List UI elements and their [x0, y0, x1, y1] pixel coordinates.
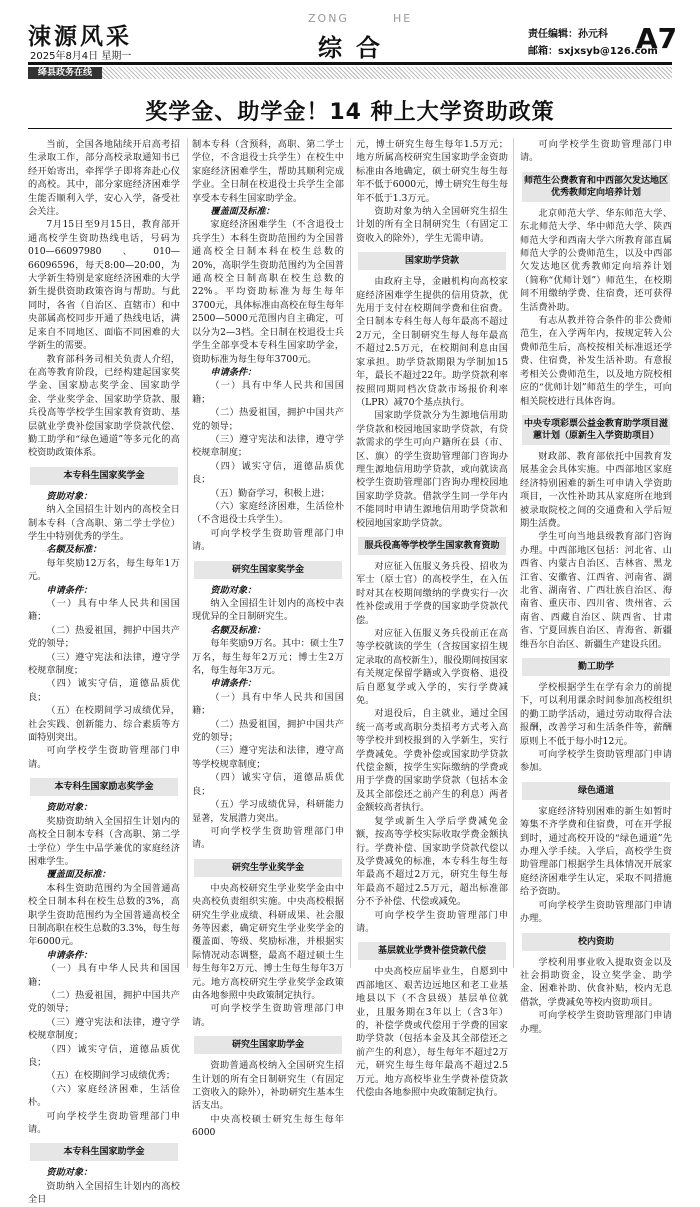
condition-item: （五）勤奋学习，积极上进； [210, 487, 330, 499]
section-bar [28, 67, 672, 79]
column-3 [356, 138, 509, 1098]
paragraph: 可向学校学生资助管理部门申请。 [356, 909, 508, 934]
section-title: 综合 [318, 33, 394, 62]
paragraph: 可向学校学生资助管理部门申请。 [192, 527, 344, 553]
condition-item: （四）诚实守信，道德品质优良； [28, 678, 180, 703]
paragraph: 学校根据学生在学有余力的前提下，可以利用课余时间参加高校组织的勤工助学活动，通过劳动取得合法报酬，改善学习和生活条件等，薪酬原则上不低于每小时12元。 [520, 682, 672, 747]
column-1 [28, 138, 180, 1206]
subhead-graduate-academic-scholarship: 研究生学业奖学金 [194, 859, 342, 877]
condition-item: （三）遵守宪法和法律，遵守高等学校规章制度； [192, 745, 344, 770]
subhead-lottery-welfare-fund: 中央专项彩票公益金教育助学项目滋蕙计划（原新生入学资助项目） [522, 415, 670, 445]
label: 资助对象： [46, 490, 93, 502]
condition-item: （三）遵守宪法和法律，遵守学校规章制度； [28, 651, 180, 677]
paragraph: 学生可向当地县级教育部门咨询办理。中西部地区包括：河北省、山西省、内蒙古自治区、吉林省、黑龙江省、安徽省、江西省、河南省、湖北省、湖南省、广西壮族自治区、海南省、重庆市、四川省、贵州省、云南省、西藏自治区、陕西省、甘肃省、宁夏回族自治区、青海省、新疆维吾尔自治区、新疆生产建设兵团。 [520, 531, 672, 650]
subhead-campus-aid: 校内资助 [522, 933, 670, 951]
paragraph: 元，博士研究生每生每年1.5万元；地方所属高校研究生国家助学金资助标准由各地确定，硕士研究生每生每年不低于6000元，博士研究生每生每年不低于1.3万元。 [356, 139, 509, 204]
paragraph: 复学或新生入学后学费减免金额，按高等学校实际收取学费金额执行。学费补偿、国家助学贷款代偿以及学费减免的标准，本专科生每生每年最高不超过2万元，研究生每生每年最高不超过2.5万元，超出标准部分不予补偿、代偿或减免。 [356, 815, 508, 908]
paragraph: 每年奖励12万名，每生每年1万元。 [28, 557, 180, 583]
paragraph: 本科生资助范围约为全国普通高校全日制本科在校生总数的3%，高职学生资助范围约为全国普通高校全日制高职在校生总数的3.3%，每生每年6000元。 [28, 882, 180, 948]
paragraph: 国家助学贷款分为生源地信用助学贷款和校园地国家助学贷款，有贷款需求的学生可向户籍所在县（市、区、旗）的学生资助管理部门咨询办理生源地信用助学贷款，或向就读高校学生资助管理部门咨询办理校园地国家助学贷款。借款学生同一学年内不能同时申请生源地信用助学贷款和校园地国家助学贷款。 [356, 410, 508, 529]
paragraph: 中央高校应届毕业生，自愿到中西部地区、艰苦边远地区和老工业基地县以下（不含县级）基层单位就业，且服务期在3年以上（含3年）的，补偿学费或代偿用于学费的国家助学贷款（包括本金及其全部偿还之前产生的利息），每生每年不超过2万元，研究生每生每年最高不超过2.5万元。地方高校毕业生学费补偿贷款代偿由各地参照中央政策制定执行。 [356, 966, 508, 1098]
column-divider [350, 138, 351, 968]
condition-item: （一）具有中华人民共和国国籍； [28, 963, 180, 988]
masthead [0, 0, 700, 60]
paragraph: 资助对象为纳入全国研究生招生计划的所有全日制研究生（有固定工资收入的除外），学生无需申请。 [356, 206, 508, 244]
subhead-undergrad-national-scholarship: 本专科生国家奖学金 [30, 467, 178, 485]
paragraph: 有志从教并符合条件的非公费师范生，在入学两年内，按规定转入公费师范生后，高校按相关标准返还学费、住宿费，补发生活补助。有意报考相关公费师范生，以及地方院校相应的“优师计划”师范生的学生，可向相关院校进行具体咨询。 [520, 315, 672, 407]
condition-item: （二）热爱祖国，拥护中国共产党的领导； [192, 407, 344, 432]
subhead-grassroots-employment: 基层就业学费补偿贷款代偿 [358, 942, 506, 960]
paragraph: 由政府主导，金融机构向高校家庭经济困难学生提供的信用贷款，优先用于支付在校期间学费和住宿费。全日制本专科生每人每年最高不超过2万元，全日制研究生每人每年最高不超过2.5万元，在校期间利息由国家承担。助学贷款期限为学制加15年，最长不超过22年。助学贷款利率按照同期同档次贷款市场报价利率（LPR）减70个基点执行。 [356, 276, 508, 408]
paragraph: 学校利用事业收入提取资金以及社会捐助资金，设立奖学金、助学金、困难补助、伙食补贴，校内无息借款，学费减免等校内资助项目。 [520, 956, 672, 1008]
paragraph: 资助普通高校纳入全国研究生招生计划的所有全日制研究生（有固定工资收入的除外），补助研究生基本生活支出。 [192, 1060, 344, 1112]
paragraph: 北京师范大学、华东师范大学、东北师范大学、华中师范大学、陕西师范大学和西南大学六所教育部直属师范大学的公费师范生，以及中西部欠发达地区优秀教师定向培养计划（简称“优师计划”）师范生，在校期间不用缴纳学费、住宿费，还可获得生活费补助。 [520, 207, 672, 313]
paragraph: 可向学校学生资助管理部门申请。 [28, 1110, 180, 1136]
paragraph: 对退役后，自主就业，通过全国统一高考或高职分类招考方式考入高等学校并到校报到的入学新生，实行学费减免。学费补偿或国家助学贷款代偿金额，按学生实际缴纳的学费或用于学费的国家助学贷款（包括本金及其全部偿还之前产生的利息）两者金额较高者执行。 [356, 708, 508, 814]
subhead-undergrad-inspirational-scholarship: 本专科生国家励志奖学金 [30, 778, 178, 796]
condition-item: （四）诚实守信，道德品质优良； [28, 1043, 180, 1068]
pinyin-he: HE [392, 12, 413, 25]
column-divider [187, 138, 188, 968]
paragraph: 可向学校学生资助管理部门申请办理。 [520, 899, 672, 925]
subhead-military-service-aid: 服兵役高等学校学生国家教育资助 [358, 537, 506, 555]
paragraph: 纳入全国招生计划内的高校中表现优异的全日制研究生。 [192, 598, 344, 623]
label: 覆盖面及标准： [210, 206, 275, 218]
condition-item: （一）具有中华人民共和国国籍； [28, 598, 180, 623]
column-4 [520, 138, 672, 1035]
label: 申请条件： [46, 949, 93, 961]
paragraph: 可向学校学生资助管理部门申请参加。 [520, 749, 672, 774]
paragraph: 家庭经济特别困难的新生如暂时筹集不齐学费和住宿费，可在开学报到时，通过高校开设的“绿色通道”先办理入学手续。入学后，高校学生资助管理部门根据学生具体情况开展家庭经济困难学生认定，采取不同措施给予资助。 [520, 805, 672, 898]
condition-item: （六）家庭经济困难，生活俭朴。 [28, 1083, 180, 1109]
subhead-green-channel: 绿色通道 [522, 782, 670, 800]
paragraph: 中央高校硕士研究生每生每年6000 [192, 1113, 344, 1139]
editor-email: 邮箱：sxjxsyb@126.com [528, 46, 658, 57]
paragraph: 可向学校学生资助管理部门申请办理。 [520, 1010, 672, 1035]
label: 申请条件： [46, 584, 93, 596]
paragraph: 家庭经济困难学生（不含退役士兵学生）本科生资助范围约为全国普通高校全日制本科在校生总数的20%，高职学生资助范围约为全国普通高校全日制高职在校生总数的22%。平均资助标准为每生每年3700元，具体标准由高校在每生每年2500—5000元范围内自主确定，可以分为2—3档。全日制在校退役士兵学生全部享受本专科生国家助学金，资助标准为每生每年3700元。 [192, 219, 345, 365]
label: 资助对象： [46, 1167, 93, 1179]
paragraph: 中央高校研究生学业奖学金由中央高校负责组织实施。中央高校根据研究生学业成绩、科研成果、社会服务等因素，确定研究生学业奖学金的覆盖面、等级、奖励标准，并根据实际情况动态调整，最高不超过硕士生每生每年2万元、博士生每生每年3万元。地方高校研究生学业奖学金政策由各地参照中央政策制定执行。 [192, 882, 344, 1001]
condition-item: （四）诚实守信，道德品质优良； [192, 460, 344, 486]
subhead-undergrad-national-grant: 本专科生国家助学金 [30, 1143, 178, 1161]
intro-paragraph: 当前，全国各地陆续开启高考招生录取工作，部分高校录取通知书已经开始寄出，牵挥学子即将奔赴心仪的高校。其中，部分家庭经济困难学生能否顺利入学，安心入学，备受社会关注。 [28, 139, 180, 218]
label: 名额及标准： [210, 624, 266, 636]
paragraph: 可向学校学生资助管理部门申请。 [192, 1003, 344, 1028]
section-pinyin [308, 12, 412, 25]
label: 覆盖面及标准： [46, 869, 111, 881]
subhead-national-student-loan: 国家助学贷款 [358, 252, 506, 270]
condition-item: （二）热爱祖国，拥护中国共产党的领导； [28, 989, 180, 1015]
page-number: A7 [636, 22, 678, 55]
paragraph: 可向学校学生资助管理部门申请。 [520, 139, 672, 164]
section-label: 绛县政务在线 [28, 67, 102, 79]
condition-item: （五）学习成绩优异，科研能力显著，发展潜力突出。 [192, 799, 344, 824]
condition-item: （六）家庭经济困难，生活俭朴（不含退役士兵学生）。 [192, 500, 344, 526]
condition-item: （四）诚实守信，道德品质优良； [192, 772, 344, 797]
label: 申请条件： [210, 366, 257, 378]
column-2 [192, 138, 345, 1139]
subhead-work-study: 勤工助学 [522, 658, 670, 676]
label: 名额及标准： [46, 544, 102, 556]
column-divider [513, 138, 514, 968]
paragraph: 资助纳入全国招生计划内的高校全日 [28, 1180, 180, 1206]
subhead-graduate-national-scholarship: 研究生国家奖学金 [194, 561, 342, 579]
condition-item: （一）具有中华人民共和国国籍； [192, 691, 344, 717]
condition-item: （二）热爱祖国，拥护中国共产党的领导； [28, 624, 180, 650]
pinyin-zong: ZONG [308, 12, 349, 25]
paragraph: 财政部、教育部依托中国教育发展基金会具体实施。中西部地区家庭经济特别困难的新生可申请入学资助项目，一次性补助其从家庭所在地到被录取院校之间的交通费和入学后短期生活费。 [520, 450, 672, 529]
subhead-normal-student-education: 师范生公费教育和中西部欠发达地区优秀教师定向培养计划 [522, 172, 670, 202]
newspaper-name: 涑源风采 [28, 23, 132, 50]
paragraph: 对应征入伍服义务兵役、招收为军士（原士官）的高校学生，在入伍时对其在校期间缴纳的学费实行一次性补偿或用于学费的国家助学贷款代偿。 [356, 560, 508, 626]
headline: 奖学金、助学金！14 种上大学资助政策 [145, 100, 555, 125]
condition-item: （五）在校期间学习成绩优秀； [46, 1070, 176, 1082]
condition-item: （三）遵守宪法和法律，遵守学校规章制度； [28, 1016, 180, 1042]
intro-paragraph: 教育部科务司相关负责人介绍，在高等教育阶段，已经构建起国家奖学金、国家励志奖学金、国家助学金、学业奖学金、国家助学贷款、服兵役高等学校学生国家教育资助、基层就业学费补偿国家助学贷款代偿、勤工助学和“绿色通道”等多元化的高校资助政策体系。 [28, 353, 180, 459]
masthead-rule [28, 62, 672, 65]
paragraph: 每年奖励9万名。其中：硕士生7万名，每生每年2万元；博士生2万名，每生每年3万元。 [192, 638, 344, 677]
label: 资助对象： [210, 584, 257, 596]
responsible-editor: 责任编辑：孙元科 [528, 29, 608, 40]
subhead-graduate-national-grant: 研究生国家助学金 [194, 1036, 342, 1054]
issue-date: 2025年8月4日 星期一 [30, 51, 132, 62]
paragraph: 对应征入伍服义务兵役前正在高等学校就读的学生（含按国家招生规定录取的高校新生），服役期间按国家有关规定保留学籍或入学资格、退役后自愿复学或入学的，实行学费减免。 [356, 628, 508, 707]
headline-rule [28, 128, 672, 129]
condition-item: （一）具有中华人民共和国国籍； [192, 380, 344, 405]
label: 申请条件： [210, 678, 257, 690]
label: 资助对象： [46, 802, 93, 814]
paragraph: 可向学校学生资助管理部门申请。 [192, 825, 344, 851]
paragraph: 奖励资助纳入全国招生计划内的高校全日制本专科（含高职、第二学士学位）学生中品学兼优的家庭经济困难学生。 [28, 815, 180, 867]
intro-paragraph: 7月15日至9月15日，教育部开通高校学生资助热线电话，号码为010—66097980、010—66096596，每天8:00—20:00，为大学新生特别是家庭经济困难的大学新生提供资助政策咨询与帮助。与此同时，各省（自治区、直辖市）和中央部属高校同步开通了热线电话，满足来自不同地区、面临不同困难的大学新生的需要。 [28, 219, 180, 352]
paragraph: 制本专科（含预科，高职、第二学士学位，不含退役士兵学生）在校生中家庭经济困难学生，帮助其顺利完成学业。全日制在校退役士兵学生全部享受本专科生国家助学金。 [192, 139, 344, 204]
paragraph: 纳入全国招生计划内的高校全日制本专科（含高职、第二学士学位）学生中特别优秀的学生。 [28, 504, 180, 542]
condition-item: （二）热爱祖国，拥护中国共产党的领导； [192, 718, 344, 744]
condition-item: （三）遵守宪法和法律，遵守学校规章制度； [192, 433, 344, 459]
paragraph: 可向学校学生资助管理部门申请。 [28, 745, 180, 770]
condition-item: （五）在校期间学习成绩优异，社会实践、创新能力、综合素质等方面特别突出。 [28, 705, 180, 744]
